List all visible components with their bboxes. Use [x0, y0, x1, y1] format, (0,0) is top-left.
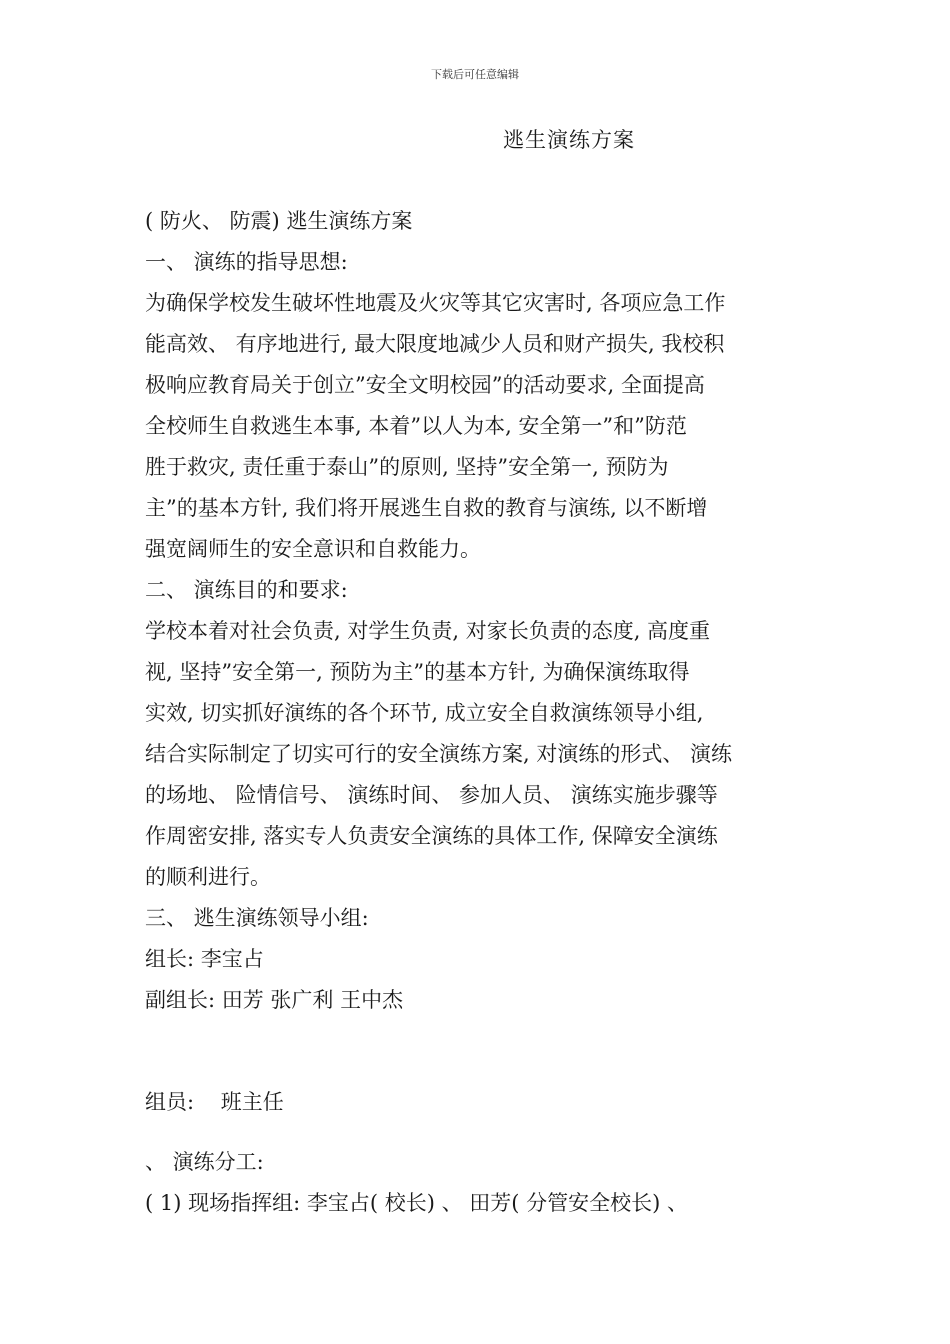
- deputy-leaders-line: 副组长: 田芳 张广利 王中杰: [145, 988, 404, 1012]
- paragraph-line: 实效, 切实抓好演练的各个环节, 成立安全自救演练领导小组,: [145, 701, 704, 725]
- paragraph-line: 极响应教育局关于创立”安全文明校园”的活动要求, 全面提高: [145, 373, 705, 397]
- group-members-line: 组员: 班主任: [145, 1090, 284, 1114]
- group-leader-line: 组长: 李宝占: [145, 947, 264, 971]
- paragraph-line: 全校师生自救逃生本事, 本着”以人为本, 安全第一”和”防范: [145, 414, 687, 438]
- section-heading-purpose: 二、 演练目的和要求:: [145, 578, 348, 602]
- section-heading-guiding-thought: 一、 演练的指导思想:: [145, 250, 348, 274]
- paragraph-line: 视, 坚持”安全第一, 预防为主”的基本方针, 为确保演练取得: [145, 660, 690, 684]
- paragraph-line: 为确保学校发生破坏性地震及火灾等其它灾害时, 各项应急工作: [145, 291, 726, 315]
- section-heading-leadership-group: 三、 逃生演练领导小组:: [145, 906, 369, 930]
- document-title: 逃生演练方案: [503, 128, 635, 152]
- paragraph-line: 胜于救灾, 责任重于泰山”的原则, 坚持”安全第一, 预防为: [145, 455, 669, 479]
- section-heading-subtitle: ( 防火、 防震) 逃生演练方案: [145, 209, 413, 233]
- document-body: [145, 201, 810, 1021]
- page-header-note: 下载后可任意编辑: [431, 68, 519, 81]
- paragraph-line: 强宽阔师生的安全意识和自救能力。: [145, 537, 481, 561]
- paragraph-line: 能高效、 有序地进行, 最大限度地减少人员和财产损失, 我校积: [145, 332, 725, 356]
- division-section: [145, 1142, 810, 1224]
- paragraph-line: 的顺利进行。: [145, 865, 271, 889]
- paragraph-line: 作周密安排, 落实专人负责安全演练的具体工作, 保障安全演练: [145, 824, 718, 848]
- paragraph-line: 学校本着对社会负责, 对学生负责, 对家长负责的态度, 高度重: [145, 619, 711, 643]
- section-heading-division: 、 演练分工:: [145, 1150, 264, 1174]
- paragraph-line: 结合实际制定了切实可行的安全演练方案, 对演练的形式、 演练: [145, 742, 733, 766]
- paragraph-line: 的场地、 险情信号、 演练时间、 参加人员、 演练实施步骤等: [145, 783, 718, 807]
- command-group-line: ( 1) 现场指挥组: 李宝占( 校长) 、 田芳( 分管安全校长) 、: [145, 1191, 688, 1215]
- paragraph-line: 主”的基本方针, 我们将开展逃生自救的教育与演练, 以不断增: [145, 496, 708, 520]
